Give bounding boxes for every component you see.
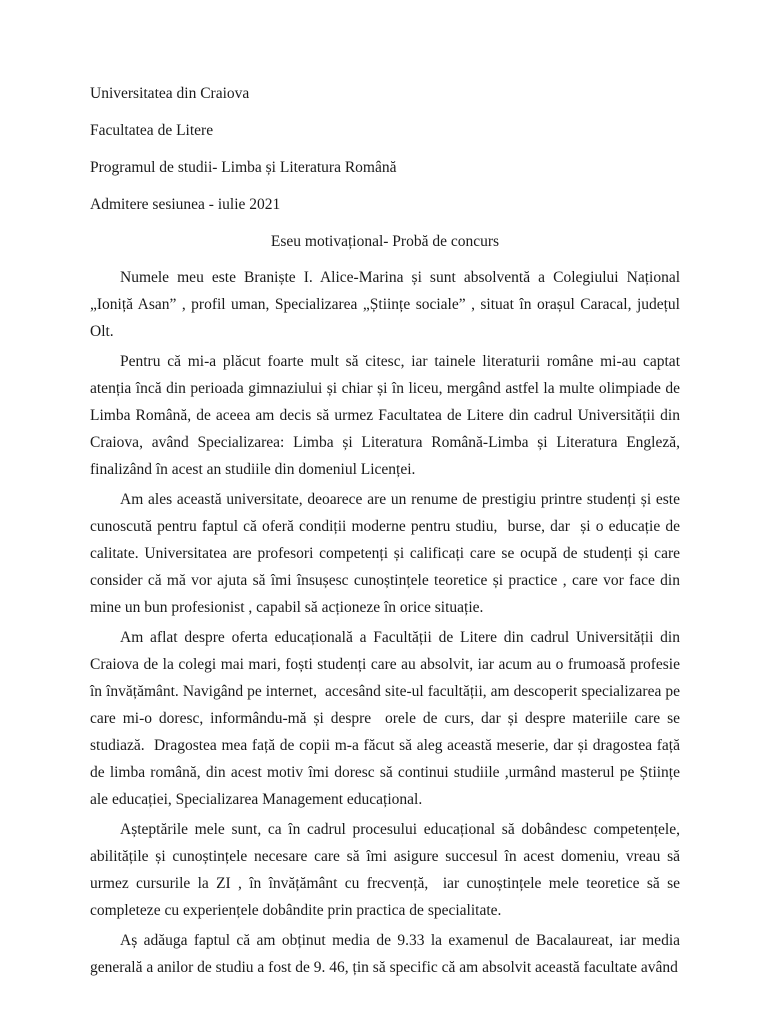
header-line-session: Admitere sesiunea - iulie 2021 [90, 196, 281, 213]
body-paragraph-intro: Numele meu este Braniște I. Alice-Marina și sunt absolventă a Colegiului Național „Ioniță Asan” , profil uman, Specializarea „Științe sociale” , situat în orașul Caracal, județul Olt. [90, 269, 684, 340]
document-body [90, 264, 684, 981]
body-paragraph-university-choice: Am ales această universitate, deoarece are un renume de prestigiu printre studenți și este cunoscută pentru faptul că oferă condiții moderne pentru studiu, burse, dar și o educație de calitate. Universitatea are profesori competenți și calificați care se ocupă de studenți și care consider că mă vor ajuta să îmi însușesc cunoștințele teoretice și practice , care vor face din mine un bun profesionist , capabil să acționeze în orice situație. [90, 491, 684, 616]
body-paragraph-motivation: Pentru că mi-a plăcut foarte mult să citesc, iar tainele literaturii române mi-au captat atenția încă din perioada gimnaziului și chiar și în liceu, mergând astfel la multe olimpiade de Limba Română, de aceea am decis să urmez Facultatea de Litere din cadrul Universității din Craiova, având Specializarea: Limba și Literatura Română-Limba și Literatura Engleză, finalizând în acest an studiile din domeniul Licenței. [90, 353, 684, 478]
header-line-university: Universitatea din Craiova [90, 85, 250, 102]
body-paragraph-grades: Aș adăuga faptul că am obținut media de 9.33 la examenul de Bacalaureat, iar media generală a anilor de studiu a fost de 9. 46, țin să specific că am absolvit această facultate având [90, 932, 684, 976]
header-line-faculty: Facultatea de Litere [90, 122, 214, 139]
body-paragraph-educational-offer: Am aflat despre oferta educațională a Facultății de Litere din cadrul Universității din Craiova de la colegi mai mari, foști studenți care au absolvit, iar acum au o frumoasă profesie în învățământ. Navigând pe internet, accesând site-ul facultății, am descoperit specializarea pe care mi-o doresc, informându-mă și despre orele de curs, dar și despre materiile care se studiază. Dragostea mea față de copii m-a făcut să aleg această meserie, dar și dragostea față de limba română, din acest motiv îmi doresc să continui studiile ,urmând masterul pe Științe ale educației, Specializarea Management educațional. [90, 629, 684, 808]
document-header [90, 80, 680, 218]
header-line-program: Programul de studii- Limba și Literatura Română [90, 159, 397, 176]
document-title: Eseu motivațional- Probă de concurs [270, 233, 500, 250]
body-paragraph-expectations: Așteptările mele sunt, ca în cadrul procesului educațional să dobândesc competențele, abilitățile și cunoștințele necesare care să îmi asigure succesul în acest domeniu, vreau să urmez cursurile la ZI , în învățământ cu frecvență, iar cunoștințele mele teoretice să se completeze cu experiențele dobândite prin practica de specialitate. [90, 821, 684, 919]
